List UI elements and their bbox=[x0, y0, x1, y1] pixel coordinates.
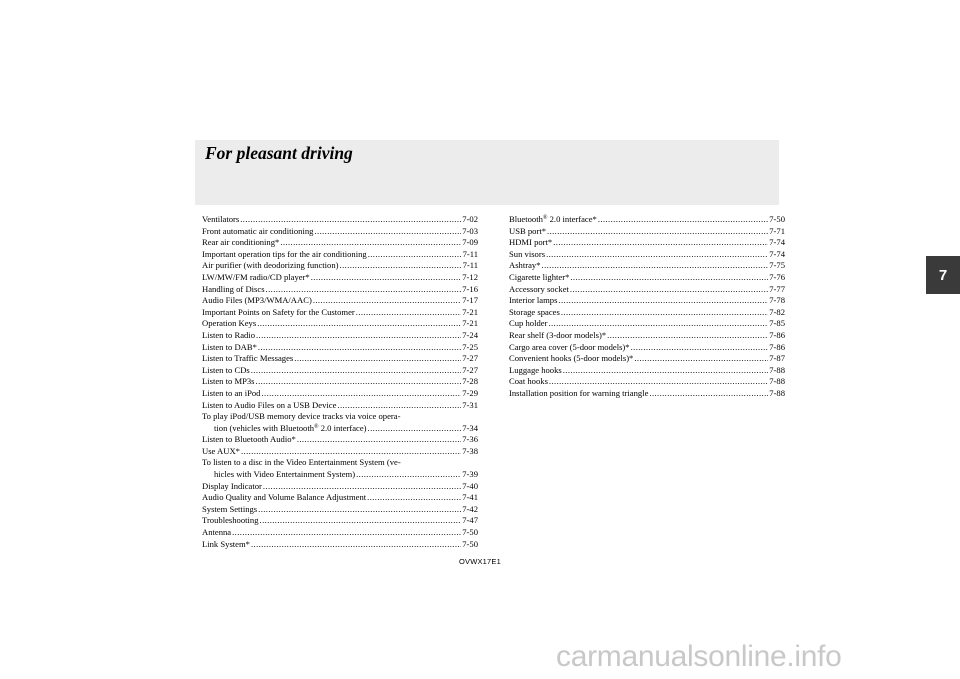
dot-leader bbox=[368, 423, 462, 435]
toc-entry[interactable] bbox=[202, 527, 478, 539]
toc-entry[interactable] bbox=[202, 400, 478, 412]
toc-entry-title: Listen to an iPod bbox=[202, 387, 261, 398]
toc-entry-title bbox=[214, 423, 367, 435]
toc-page-number[interactable]: 7-21 bbox=[462, 318, 478, 329]
toc-entry-title: HDMI port* bbox=[509, 237, 553, 248]
toc-entry-title: Audio Files (MP3/WMA/AAC) bbox=[202, 295, 312, 306]
toc-entry-row bbox=[202, 481, 478, 493]
toc-entry-title: Air purifier (with deodorizing function) bbox=[202, 260, 339, 271]
toc-entry-row bbox=[509, 249, 785, 261]
dot-leader bbox=[368, 249, 462, 261]
toc-entry-row bbox=[509, 272, 785, 284]
dot-leader bbox=[251, 539, 461, 551]
toc-entry-row bbox=[202, 353, 478, 365]
toc-page-number[interactable]: 7-02 bbox=[462, 214, 478, 224]
dot-leader bbox=[297, 434, 461, 446]
dot-leader bbox=[314, 226, 461, 238]
toc-entry-row bbox=[509, 307, 785, 319]
toc-page-number[interactable]: 7-21 bbox=[462, 306, 478, 317]
toc-entry-row bbox=[202, 295, 478, 307]
toc-page-number[interactable]: 7-88 bbox=[769, 387, 785, 398]
toc-entry[interactable] bbox=[202, 457, 478, 480]
toc-page-number[interactable]: 7-88 bbox=[769, 364, 785, 375]
toc-entry-title: Listen to MP3s bbox=[202, 376, 255, 387]
toc-right-column bbox=[509, 214, 785, 400]
dot-leader bbox=[542, 260, 769, 272]
dot-leader bbox=[257, 318, 461, 330]
toc-entry[interactable] bbox=[202, 342, 478, 354]
toc-page-number[interactable]: 7-16 bbox=[462, 283, 478, 294]
toc-entry-row bbox=[202, 342, 478, 354]
toc-page-number[interactable]: 7-86 bbox=[769, 329, 785, 340]
toc-page-number[interactable]: 7-36 bbox=[462, 434, 478, 445]
toc-page-number[interactable]: 7-88 bbox=[769, 376, 785, 387]
toc-entry-title: Accessory socket bbox=[509, 283, 569, 294]
toc-entry[interactable] bbox=[202, 214, 478, 226]
dot-leader bbox=[256, 330, 461, 342]
toc-entry[interactable] bbox=[202, 237, 478, 249]
toc-page-number[interactable]: 7-09 bbox=[462, 237, 478, 248]
toc-entry-title: Cargo area cover (5-door models)* bbox=[509, 341, 630, 352]
toc-entry[interactable] bbox=[509, 376, 785, 388]
dot-leader bbox=[340, 260, 462, 272]
toc-entry-row bbox=[202, 504, 478, 516]
toc-entry[interactable] bbox=[509, 249, 785, 261]
toc-page-number[interactable]: 7-82 bbox=[769, 306, 785, 317]
toc-entry-title: Handling of Discs bbox=[202, 283, 265, 294]
toc-entry-row bbox=[509, 330, 785, 342]
toc-page-number[interactable]: 7-50 bbox=[462, 538, 478, 549]
toc-entry-title: Audio Quality and Volume Balance Adjustment bbox=[202, 492, 367, 503]
dot-leader bbox=[258, 342, 461, 354]
toc-entry[interactable] bbox=[202, 249, 478, 261]
toc-entry-title: Rear air conditioning* bbox=[202, 237, 280, 248]
toc-entry[interactable] bbox=[509, 226, 785, 238]
toc-entry-row bbox=[509, 353, 785, 365]
toc-entry-title: Listen to Traffic Messages bbox=[202, 353, 294, 364]
toc-entry[interactable] bbox=[509, 388, 785, 400]
toc-entry-row bbox=[202, 214, 478, 226]
registered-mark: ® bbox=[314, 423, 319, 430]
toc-entry-title-part: Bluetooth bbox=[509, 214, 543, 224]
toc-entry-row bbox=[202, 226, 478, 238]
dot-leader bbox=[232, 527, 461, 539]
toc-page-number[interactable]: 7-11 bbox=[462, 260, 478, 271]
toc-entry[interactable] bbox=[509, 365, 785, 377]
toc-entry-row bbox=[202, 318, 478, 330]
dot-leader bbox=[240, 214, 461, 226]
toc-entry-row bbox=[202, 284, 478, 296]
toc-entry-row bbox=[202, 400, 478, 412]
dot-leader bbox=[260, 515, 462, 527]
dot-leader bbox=[549, 376, 768, 388]
toc-entry-title: Important operation tips for the air conditioning bbox=[202, 248, 367, 259]
toc-entry-title: Listen to Audio Files on a USB Device bbox=[202, 399, 337, 410]
toc-page-number[interactable]: 7-39 bbox=[462, 469, 478, 480]
dot-leader bbox=[356, 307, 461, 319]
toc-page-number[interactable]: 7-31 bbox=[462, 399, 478, 410]
toc-entry[interactable] bbox=[202, 376, 478, 388]
toc-entry-title: Listen to Bluetooth Audio* bbox=[202, 434, 296, 445]
dot-leader bbox=[356, 469, 461, 481]
toc-entry[interactable] bbox=[202, 515, 478, 527]
toc-entry-title-part: hicles with Video Entertainment System) bbox=[214, 469, 356, 480]
toc-page-number[interactable]: 7-03 bbox=[462, 225, 478, 236]
toc-entry-title: LW/MW/FM radio/CD player* bbox=[202, 271, 310, 282]
toc-page-number[interactable]: 7-71 bbox=[769, 225, 785, 236]
toc-page-number[interactable]: 7-85 bbox=[769, 318, 785, 329]
toc-entry-title bbox=[509, 214, 597, 226]
toc-entry-row bbox=[509, 376, 785, 388]
toc-page-number[interactable]: 7-11 bbox=[462, 248, 478, 259]
toc-entry-title: System Settings bbox=[202, 503, 258, 514]
toc-entry-title: Listen to Radio bbox=[202, 329, 255, 340]
toc-entry[interactable] bbox=[509, 272, 785, 284]
dot-leader bbox=[258, 504, 461, 516]
dot-leader bbox=[367, 492, 461, 504]
toc-entry-title bbox=[214, 469, 355, 481]
toc-page-number[interactable]: 7-42 bbox=[462, 503, 478, 514]
toc-entry[interactable] bbox=[202, 307, 478, 319]
toc-entry-title: Use AUX* bbox=[202, 445, 240, 456]
dot-leader bbox=[266, 284, 462, 296]
dot-leader bbox=[294, 353, 461, 365]
toc-page-number[interactable]: 7-25 bbox=[462, 341, 478, 352]
toc-entry-row bbox=[509, 226, 785, 238]
toc-entry-title-line: To play iPod/USB memory device tracks via voice opera- bbox=[202, 411, 401, 422]
toc-page-number[interactable]: 7-17 bbox=[462, 295, 478, 306]
toc-entry-row bbox=[202, 307, 478, 319]
toc-entry-title: Ashtray* bbox=[509, 260, 541, 271]
toc-page-number[interactable]: 7-86 bbox=[769, 341, 785, 352]
toc-entry[interactable] bbox=[509, 260, 785, 272]
toc-entry-title: Troubleshooting bbox=[202, 515, 259, 526]
dot-leader bbox=[280, 237, 461, 249]
dot-leader bbox=[631, 342, 769, 354]
toc-page-number[interactable]: 7-87 bbox=[769, 353, 785, 364]
toc-entry-row bbox=[202, 446, 478, 458]
toc-entry-title-line: To listen to a disc in the Video Entertainment System (ve- bbox=[202, 457, 401, 468]
toc-entry-title-part: 2.0 interface* bbox=[547, 214, 597, 224]
toc-entry-row bbox=[202, 365, 478, 377]
dot-leader bbox=[261, 388, 461, 400]
toc-entry-row bbox=[202, 469, 478, 481]
toc-entry[interactable] bbox=[202, 260, 478, 272]
dot-leader bbox=[311, 272, 462, 284]
toc-page-number[interactable]: 7-28 bbox=[462, 376, 478, 387]
dot-leader bbox=[607, 330, 768, 342]
toc-entry-row bbox=[509, 342, 785, 354]
toc-entry[interactable] bbox=[202, 539, 478, 551]
toc-page-number[interactable]: 7-77 bbox=[769, 283, 785, 294]
dot-leader bbox=[337, 400, 461, 412]
toc-entry-title: Cigarette lighter* bbox=[509, 271, 570, 282]
toc-page-number[interactable]: 7-34 bbox=[462, 422, 478, 433]
toc-entry-row bbox=[509, 388, 785, 400]
toc-entry-title: Antenna bbox=[202, 527, 232, 538]
toc-entry-row bbox=[509, 237, 785, 249]
toc-entry-title: Rear shelf (3-door models)* bbox=[509, 329, 607, 340]
toc-entry-row bbox=[509, 295, 785, 307]
toc-entry-title: Convenient hooks (5-door models)* bbox=[509, 353, 634, 364]
toc-entry-row bbox=[509, 260, 785, 272]
toc-entry-title: Display Indicator bbox=[202, 480, 262, 491]
dot-leader bbox=[546, 249, 768, 261]
toc-entry-title-part: tion (vehicles with Bluetooth bbox=[214, 422, 315, 433]
dot-leader bbox=[313, 295, 461, 307]
toc-entry-title: Storage spaces bbox=[509, 306, 560, 317]
toc-page-number[interactable]: 7-40 bbox=[462, 480, 478, 491]
dot-leader bbox=[241, 446, 461, 458]
toc-entry-title-part: 2.0 interface) bbox=[318, 422, 367, 433]
toc-entry[interactable] bbox=[202, 272, 478, 284]
toc-entry-row bbox=[202, 434, 478, 446]
toc-entry-row bbox=[202, 492, 478, 504]
toc-entry[interactable] bbox=[202, 330, 478, 342]
toc-page-number[interactable]: 7-74 bbox=[769, 248, 785, 259]
toc-left-column bbox=[202, 214, 478, 550]
dot-leader bbox=[547, 226, 768, 238]
toc-entry-row bbox=[202, 388, 478, 400]
dot-leader bbox=[251, 365, 461, 377]
toc-entry-row bbox=[509, 214, 785, 226]
toc-entry-title: USB port* bbox=[509, 225, 547, 236]
toc-entry-row bbox=[202, 539, 478, 551]
toc-entry-title: Coat hooks bbox=[509, 376, 548, 387]
toc-page-number[interactable]: 7-27 bbox=[462, 364, 478, 375]
toc-entry-row bbox=[509, 365, 785, 377]
dot-leader bbox=[263, 481, 461, 493]
toc-page-number[interactable]: 7-12 bbox=[462, 271, 478, 282]
section-title: For pleasant driving bbox=[205, 143, 353, 163]
dot-leader bbox=[570, 272, 768, 284]
toc-page-number[interactable]: 7-76 bbox=[769, 271, 785, 282]
toc-entry[interactable] bbox=[509, 342, 785, 354]
toc-entry[interactable] bbox=[202, 318, 478, 330]
toc-entry-row bbox=[202, 527, 478, 539]
toc-entry[interactable] bbox=[202, 411, 478, 434]
toc-entry-row bbox=[202, 272, 478, 284]
toc-page-number[interactable]: 7-74 bbox=[769, 237, 785, 248]
toc-entry-title: Ventilators bbox=[202, 214, 240, 224]
dot-leader bbox=[649, 388, 768, 400]
toc-entry[interactable] bbox=[509, 295, 785, 307]
toc-page-number[interactable]: 7-75 bbox=[769, 260, 785, 271]
watermark: carmanualsonline.info bbox=[556, 640, 842, 673]
toc-entry[interactable] bbox=[202, 284, 478, 296]
toc-entry-title: Front automatic air conditioning bbox=[202, 225, 314, 236]
dot-leader bbox=[256, 376, 462, 388]
toc-entry[interactable] bbox=[202, 504, 478, 516]
toc-entry-row bbox=[202, 249, 478, 261]
toc-entry[interactable] bbox=[202, 388, 478, 400]
toc-entry-row bbox=[202, 423, 478, 435]
document-code: OVWX17E1 bbox=[458, 557, 502, 566]
toc-entry-title: Cup holder bbox=[509, 318, 548, 329]
toc-entry-row bbox=[509, 318, 785, 330]
toc-entry-row bbox=[202, 237, 478, 249]
toc-entry[interactable] bbox=[509, 284, 785, 296]
toc-entry[interactable] bbox=[509, 318, 785, 330]
toc-page-number[interactable]: 7-50 bbox=[462, 527, 478, 538]
toc-entry-row bbox=[202, 515, 478, 527]
toc-entry[interactable] bbox=[202, 492, 478, 504]
registered-mark: ® bbox=[542, 215, 548, 221]
toc-entry-row bbox=[202, 260, 478, 272]
dot-leader bbox=[563, 365, 768, 377]
dot-leader bbox=[634, 353, 768, 365]
toc-entry-row bbox=[509, 284, 785, 296]
toc-page-number[interactable]: 7-24 bbox=[462, 329, 478, 340]
toc-entry-title: Listen to CDs bbox=[202, 364, 250, 375]
dot-leader bbox=[558, 295, 768, 307]
dot-leader bbox=[561, 307, 768, 319]
toc-entry[interactable] bbox=[202, 226, 478, 238]
toc-page-number[interactable]: 7-38 bbox=[462, 445, 478, 456]
toc-entry[interactable] bbox=[202, 353, 478, 365]
toc-entry[interactable] bbox=[509, 237, 785, 249]
toc-entry[interactable] bbox=[202, 295, 478, 307]
toc-page-number[interactable]: 7-78 bbox=[769, 295, 785, 306]
toc-entry-title: Luggage hooks bbox=[509, 364, 562, 375]
toc-entry[interactable] bbox=[509, 330, 785, 342]
toc-entry[interactable] bbox=[509, 353, 785, 365]
toc-page-number[interactable]: 7-29 bbox=[462, 387, 478, 398]
toc-entry[interactable] bbox=[202, 365, 478, 377]
toc-entry[interactable] bbox=[509, 214, 785, 226]
toc-page-number[interactable]: 7-47 bbox=[462, 515, 478, 526]
toc-entry[interactable] bbox=[509, 307, 785, 319]
toc-entry-title: Link System* bbox=[202, 538, 250, 549]
toc-entry-row bbox=[202, 376, 478, 388]
dot-leader bbox=[553, 237, 768, 249]
toc-entry-row bbox=[202, 330, 478, 342]
toc-entry[interactable] bbox=[202, 434, 478, 446]
dot-leader bbox=[598, 214, 768, 226]
toc-page-number[interactable]: 7-50 bbox=[769, 214, 785, 224]
dot-leader bbox=[570, 284, 768, 296]
toc-page-number[interactable]: 7-41 bbox=[462, 492, 478, 503]
chapter-tab[interactable]: 7 bbox=[926, 256, 960, 294]
toc-entry-title: Sun visors bbox=[509, 248, 546, 259]
toc-entry[interactable] bbox=[202, 446, 478, 458]
toc-entry-title: Listen to DAB* bbox=[202, 341, 257, 352]
toc-entry-title: Operation Keys bbox=[202, 318, 257, 329]
toc-entry[interactable] bbox=[202, 481, 478, 493]
dot-leader bbox=[548, 318, 768, 330]
toc-page-number[interactable]: 7-27 bbox=[462, 353, 478, 364]
toc-entry-title: Interior lamps bbox=[509, 295, 558, 306]
toc-entry-title: Installation position for warning triangle bbox=[509, 387, 649, 398]
toc-entry-title: Important Points on Safety for the Customer bbox=[202, 306, 355, 317]
